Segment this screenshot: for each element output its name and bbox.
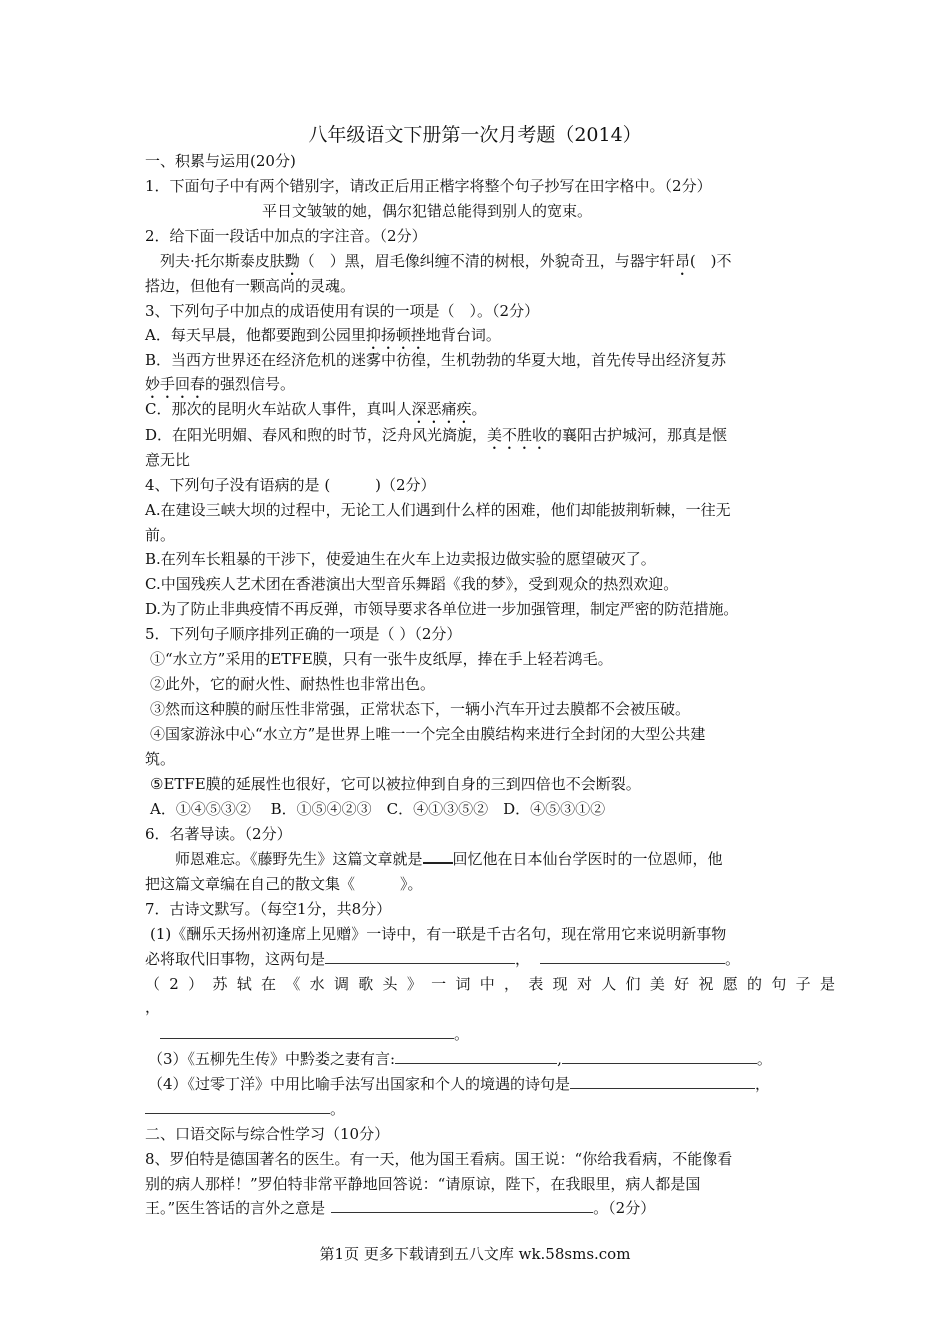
q7-p4-blank-1	[570, 1074, 755, 1089]
question-7-stem: 7．古诗文默写。（每空1分，共8分）	[145, 900, 392, 918]
q7-p4-period: 。	[330, 1100, 346, 1118]
question-4-option-a-line-2: 前。	[145, 526, 176, 544]
question-7-part-1-line-1: (1)《酬乐天扬州初逢席上见赠》一诗中，有一联是千古名句，现在常用它来说明新事物	[150, 925, 727, 943]
q6-text-b: 回忆他在日本仙台学医时的一位恩师，他	[452, 850, 723, 868]
q3-c-post: 。	[471, 400, 487, 418]
question-8-line-1: 8、罗伯特是德国著名的医生。有一天，他为国王看病。国王说：“你给我看病，不能像看	[145, 1150, 733, 1168]
q6-text-a: 师恩难忘。《藤野先生》这篇文章就是	[175, 850, 423, 868]
question-4-option-d: D.为了防止非典疫情不再反弹，市领导要求各单位进一步加强管理，制定严密的防范措施。	[145, 600, 739, 618]
question-5-sentence-4-line-1: ④国家游泳中心“水立方”是世界上唯一一个完全由膜结构来进行全封闭的大型公共建	[150, 725, 706, 743]
q8-points: 。（2分）	[593, 1199, 656, 1217]
q7-p1-text: 必将取代旧事物，这两句是	[145, 950, 326, 968]
question-4-option-c: C.中国残疾人艺术团在香港演出大型音乐舞蹈《我的梦》，受到观众的热烈欢迎。	[145, 575, 679, 593]
question-4-stem: 4、下列句子没有语病的是 ( )（2分）	[145, 476, 436, 494]
q3-a-pre: A．每天早晨，他都要跑到公园里	[145, 326, 366, 344]
question-5-options: A．①④⑤③② B．①⑤④②③ C．④①③⑤② D．④⑤③①②	[150, 800, 606, 818]
question-7-part-1-line-2	[145, 948, 813, 970]
question-5-sentence-3: ③然而这种膜的耐压性非常强，正常状态下，一辆小汽车开过去膜都不会被压破。	[150, 700, 691, 718]
question-2-stem: 2．给下面一段话中加点的字注音。（2分）	[145, 227, 427, 245]
q7-p3-period: 。	[756, 1050, 772, 1068]
section-heading-2: 二、口语交际与综合性学习（10分）	[145, 1125, 390, 1143]
question-7-part-3	[148, 1048, 816, 1070]
question-6-stem: 6．名著导读。（2分）	[145, 825, 292, 843]
q7-p4-text: （4）《过零丁洋》中用比喻手法写出国家和个人的境遇的诗句是	[148, 1075, 571, 1093]
question-5-sentence-4-line-2: 筑。	[145, 750, 176, 768]
q8-text: 王。”医生答话的言外之意是	[145, 1199, 326, 1217]
q7-p2-blank	[160, 1024, 454, 1039]
q7-p1-blank-2	[540, 949, 725, 964]
question-4-option-a-line-1: A.在建设三峡大坝的过程中，无论工人们遇到什么样的困难，他们却能披荆斩棘，一往无	[145, 501, 731, 519]
q7-p3-blank-1	[395, 1049, 557, 1064]
question-3-stem: 3、下列句子中加点的成语使用有误的一项是（ ）。（2分）	[145, 302, 540, 320]
q3-a-post: 地背台词。	[425, 326, 501, 344]
q3-d-idiom: 美不胜收	[487, 426, 548, 444]
question-6-line-1	[175, 848, 813, 870]
q6-author-blank	[423, 848, 453, 864]
page-title: 八年级语文下册第一次月考题（2014）	[308, 124, 642, 146]
question-7-part-2-comma: ，	[145, 998, 161, 1016]
q3-d-post: 的襄阳古护城河，那真是惬	[547, 426, 728, 444]
q7-p3-comma: ,	[557, 1050, 562, 1068]
q3-b-idiom: 妙手回春	[145, 375, 206, 393]
q3-d-pre: D．在阳光明媚、春风和煦的时节，泛舟风光旖旎，	[145, 426, 488, 444]
page-footer: 第1页 更多下载请到五八文库 wk.58sms.com	[319, 1245, 631, 1263]
q2-text-c: ( )不	[689, 252, 732, 270]
q3-c-pre: C．那次的昆明火车站砍人事件，真叫人	[145, 400, 412, 418]
question-3-option-d-line-2: 意无比	[145, 451, 191, 469]
question-5-stem: 5．下列句子顺序排列正确的一项是（ ）（2分）	[145, 625, 462, 643]
q3-b-post: 的强烈信号。	[205, 375, 296, 393]
question-5-sentence-2: ②此外，它的耐火性、耐热性也非常出色。	[150, 675, 436, 693]
q7-p2-period: 。	[454, 1025, 470, 1043]
question-8-line-2: 别的病人那样！”罗伯特非常平静地回答说：“请原谅，陛下，在我眼里，病人都是国	[145, 1175, 701, 1193]
question-7-part-2-line-1: （2）苏轼在《水调歌头》一词中，表现对人们美好祝愿的句子是	[145, 975, 845, 993]
question-2-line-2: 搭边，但他有一颗高尚的灵魂。	[145, 277, 356, 295]
question-4-option-b: B.在列车长粗暴的干涉下，使爱迪生在火车上边卖报边做实验的愿望破灭了。	[145, 550, 656, 568]
q7-p4-blank-2	[145, 1099, 330, 1114]
question-3-option-c	[145, 398, 813, 427]
q7-p3-text: （3）《五柳先生传》中黔娄之妻有言:	[148, 1050, 396, 1068]
q7-p1-blank-1	[325, 949, 515, 964]
q2-text-a: 列夫·托尔斯泰皮肤	[160, 252, 285, 270]
q2-dotted-char-2: 昂	[674, 252, 690, 270]
q3-a-idiom: 抑扬顿挫	[365, 326, 426, 344]
question-7-part-2-line-2	[160, 1023, 828, 1045]
q7-p3-blank-2	[562, 1049, 757, 1064]
question-3-option-b-line-1: B．当西方世界还在经济危机的迷雾中彷徨，生机勃勃的华夏大地，首先传导出经济复苏	[145, 351, 727, 369]
question-7-part-4-line-1	[148, 1073, 816, 1095]
q2-dotted-char-1: 黝	[284, 252, 300, 270]
question-1-stem: 1．下面句子中有两个错别字，请改正后用正楷字将整个句子抄写在田字格中。（2分）	[145, 177, 712, 195]
q7-p1-comma: ，	[515, 950, 531, 968]
q3-c-idiom: 深恶痛疾	[411, 400, 472, 418]
question-8-line-3	[145, 1197, 813, 1219]
q7-p1-period: 。	[725, 950, 741, 968]
question-5-sentence-1: ①“水立方”采用的ETFE膜，只有一张牛皮纸厚，捧在手上轻若鸿毛。	[150, 650, 613, 668]
q2-text-b: （ ）黑，眉毛像纠缠不清的树根，外貌奇丑，与器宇轩	[299, 252, 675, 270]
section-heading-1: 一、积累与运用(20分)	[145, 152, 296, 170]
question-5-sentence-5: ⑤ETFE膜的延展性也很好，它可以被拉伸到自身的三到四倍也不会断裂。	[150, 775, 641, 793]
q7-p4-comma: ，	[755, 1075, 771, 1093]
q8-answer-blank	[331, 1198, 593, 1213]
question-6-line-2: 把这篇文章编在自己的散文集《 》。	[145, 875, 423, 893]
question-1-sentence: 平日文皱皱的她，偶尔犯错总能得到别人的宽束。	[262, 202, 593, 220]
question-7-part-4-line-2	[145, 1098, 813, 1120]
